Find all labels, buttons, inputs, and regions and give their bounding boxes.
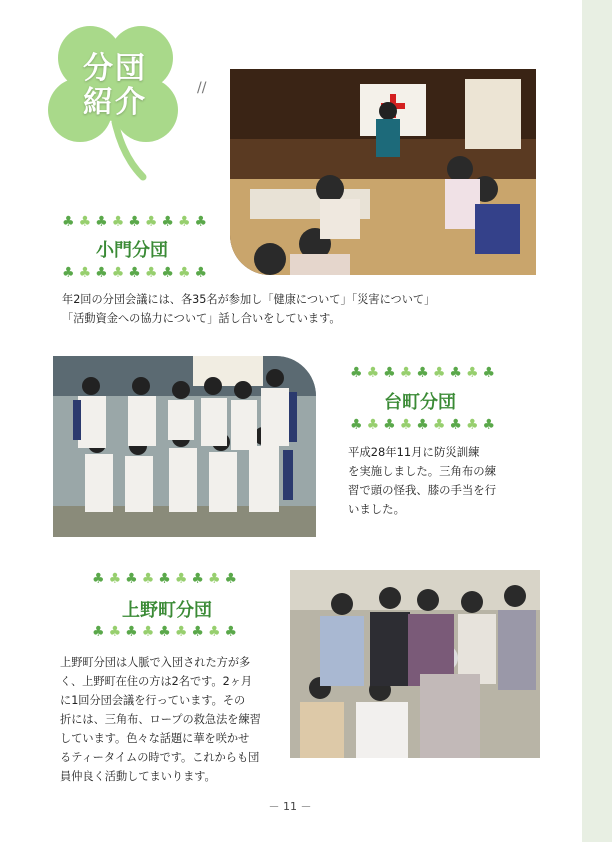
text-line: しています。色々な話題に華を咲かせ <box>60 732 250 745</box>
komon-text <box>62 290 532 328</box>
photo-uenomachi-group <box>290 570 540 758</box>
text-line: 「活動資金への協力について」話し合いをしています。 <box>62 312 341 325</box>
text-line: 折には、三角布、ロープの救急法を練習 <box>60 713 261 726</box>
uenomachi-text <box>60 653 288 786</box>
title-line-1: 分団 <box>83 51 147 86</box>
leaf-border-top: ♣ ♣ ♣ ♣ ♣ ♣ ♣ ♣ ♣ <box>92 571 238 587</box>
text-line: に1回分団会議を行っています。その <box>60 694 246 707</box>
text-line: いました。 <box>348 502 405 516</box>
leaf-border-bottom: ♣ ♣ ♣ ♣ ♣ ♣ ♣ ♣ ♣ <box>350 417 496 433</box>
text-line: るティータイムの時です。これからも団 <box>60 751 260 764</box>
text-line: 平成28年11月に防災訓練 <box>348 445 480 459</box>
daimachi-text <box>348 443 538 519</box>
decorative-slash: // <box>197 80 207 96</box>
title-line-2: 紹介 <box>83 85 147 120</box>
page-edge-strip <box>580 0 612 842</box>
leaf-border-top: ♣ ♣ ♣ ♣ ♣ ♣ ♣ ♣ ♣ <box>350 365 496 381</box>
leaf-border-top: ♣ ♣ ♣ ♣ ♣ ♣ ♣ ♣ ♣ <box>62 214 208 230</box>
page-number: － 11 － <box>268 800 312 813</box>
text-line: 員仲良く活動してまいります。 <box>60 770 216 783</box>
page-title <box>70 52 160 120</box>
text-line: 習で頭の怪我、膝の手当を行 <box>348 483 497 497</box>
leaf-border-bottom: ♣ ♣ ♣ ♣ ♣ ♣ ♣ ♣ ♣ <box>62 265 208 281</box>
photo-daimachi-group <box>53 356 316 537</box>
text-line: 上野町分団は人脈で入団された方が多 <box>60 656 251 669</box>
text-line: く、上野町在住の方は2名です。2ヶ月 <box>60 675 253 688</box>
section-title-uenomachi: 上野町分団 <box>122 600 212 621</box>
section-title-komon: 小門分団 <box>96 240 168 261</box>
text-line: を実施しました。三角布の練 <box>348 464 497 478</box>
text-line: 年2回の分団会議には、各35名が参加し「健康について」「災害について」 <box>62 293 436 306</box>
photo-komon-meeting <box>230 69 536 275</box>
section-title-daimachi: 台町分団 <box>384 392 456 413</box>
leaf-border-bottom: ♣ ♣ ♣ ♣ ♣ ♣ ♣ ♣ ♣ <box>92 624 238 640</box>
